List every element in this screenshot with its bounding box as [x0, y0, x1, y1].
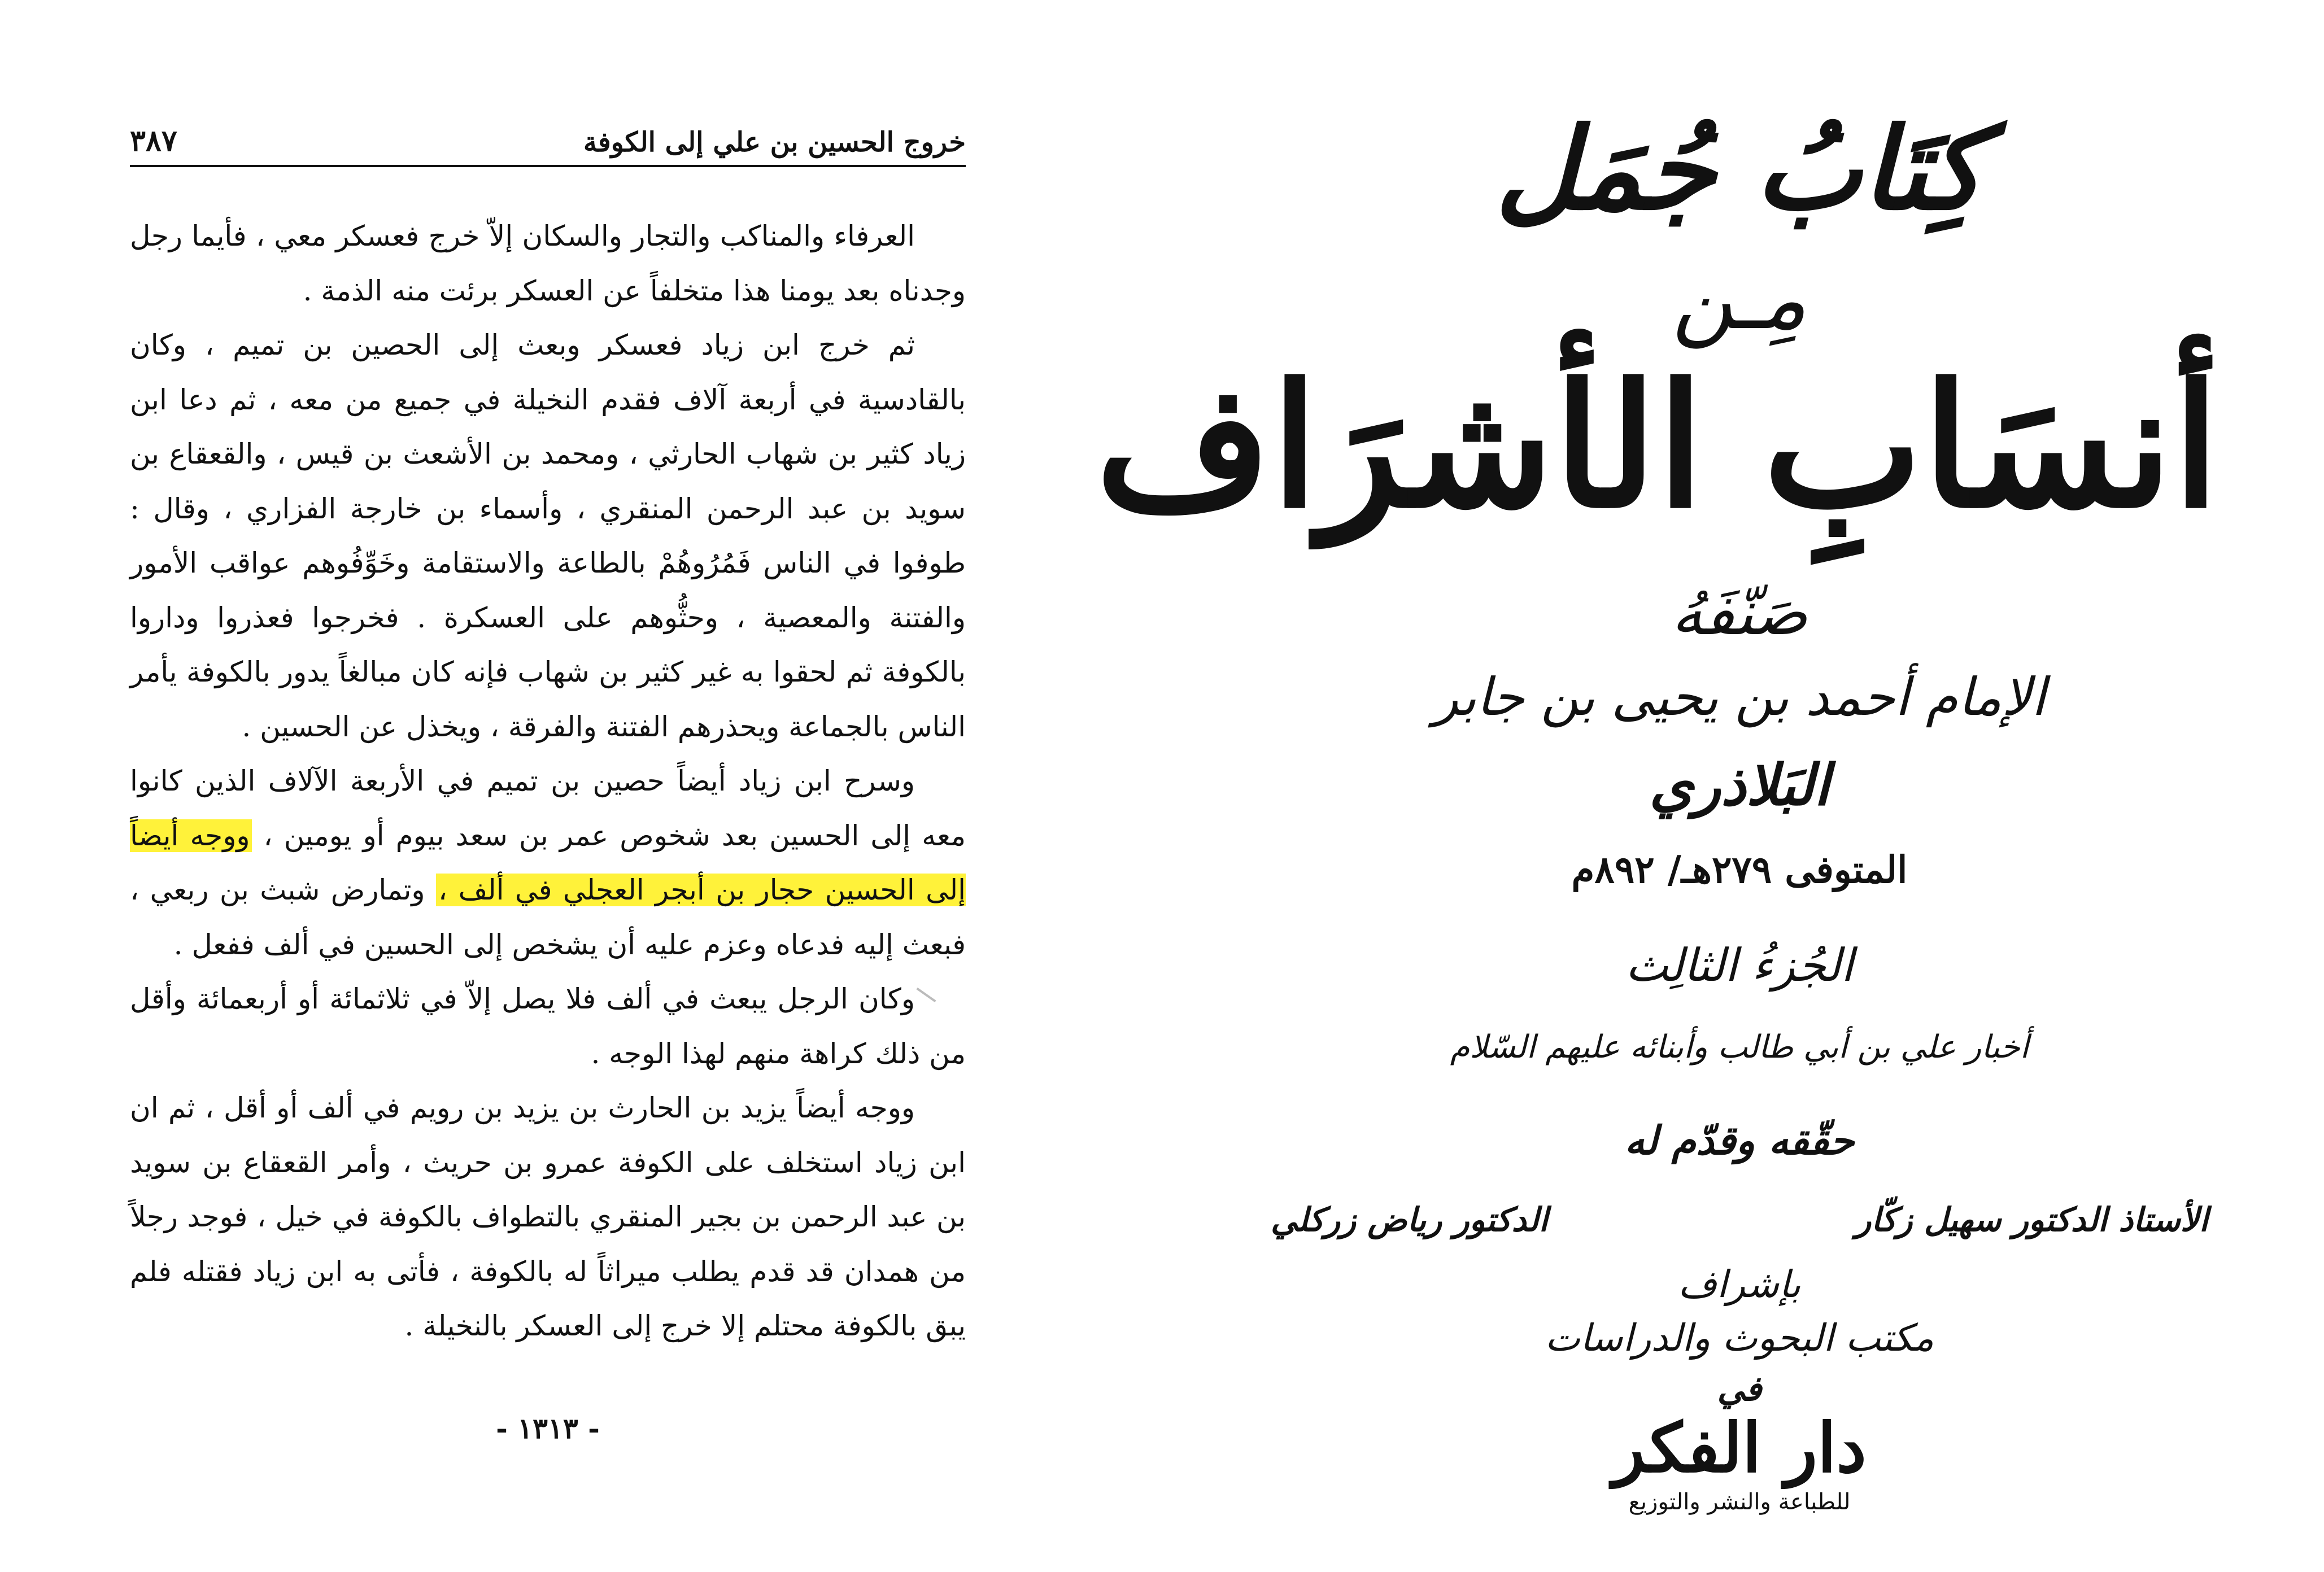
in-label: في: [1717, 1369, 1762, 1409]
volume-subject: أخبار علي بن أبي طالب وأبنائه عليهم السّلام: [1450, 1029, 2029, 1066]
book-min: مِـن: [1672, 250, 1807, 348]
paragraph-3: [130, 754, 966, 972]
author-nisba: البَلاذري: [1649, 752, 1830, 818]
title-page: [1095, 96, 2220, 1515]
text-page: [130, 96, 966, 1479]
paragraph-3-after: وتمارض شبث بن ربعي ، فبعث إليه فدعاه وعزم عليه أن يشخص إلى الحسين في ألف ففعل .: [130, 874, 966, 961]
page-number: ٣٨٧: [130, 124, 177, 158]
publisher-logo: دار الفكر: [1612, 1408, 1867, 1488]
supervision-label: بإشراف: [1678, 1263, 1801, 1306]
paragraph-1: العرفاء والمناكب والتجار والسكان إلاّ خرج فعسكر معي ، فأيما رجل وجدناه بعد يومنا هذا متخلفاً عن العسكر برئت منه الذمة .: [130, 220, 966, 307]
folio-number: - ١٣١٣ -: [496, 1412, 600, 1445]
paragraph-2: ثم خرج ابن زياد فعسكر وبعث إلى الحصين بن تميم ، وكان بالقادسية في أربعة آلاف فقدم النخيلة في جميع من معه ، ثم دعا ابن زياد كثير بن شهاب الحارثي ، ومحمد بن الأشعث بن قيس ، والقعقاع بن سويد بن عبد الرحمن المنقري ، وأسماء بن خارجة الفزاري ، وقال : طوفوا في الناس فَمُرُوهُمْ بالطاعة والاستقامة وخَوِّفُوهم عواقب الأمور والفتنة والمعصية ، وحثُّوهم على العسكرة . فخرجوا فعذروا وداروا بالكوفة ثم لحقوا به غير كثير بن شهاب فإنه كان مبالغاً يدور بالكوفة يأمر الناس بالجماعة ويحذرهم الفتنة والفرقة ، ويخذل عن الحسين .: [130, 329, 966, 743]
editors: [1259, 1191, 2220, 1248]
compiled-by-label: صَنّفَهُ: [1671, 577, 1808, 649]
paragraph-5: ووجه أيضاً يزيد بن الحارث بن يزيد بن رويم في ألف أو أقل ، ثم ان ابن زياد استخلف على الكوفة عمرو بن حريث ، وأمر القعقاع بن سويد بن عبد الرحمن بن بجير المنقري بالتطواف بالكوفة في خيل ، فوجد رجلاً من همدان قد قدم يطلب ميراثاً له بالكوفة ، فأتى به ابن زياد فقتله فلم يبق بالكوفة محتلم إلا خرج إلى العسكر بالنخيلة .: [130, 1091, 966, 1342]
death-date: المتوفى ٢٧٩هـ/ ٨٩٢م: [1571, 848, 1908, 892]
book-title: أنسَابِ الأشرَاف: [1095, 346, 2220, 545]
paragraph-3-before: وسرح ابن زياد أيضاً حصين بن تميم في الأربعة الآلاف الذين كانوا معه إلى الحسين بعد شخوص عمر بن سعد بيوم أو يومين ،: [130, 765, 966, 852]
running-head: [130, 107, 966, 167]
editor-1: الأستاذ الدكتور سهيل زكّار: [1855, 1200, 2208, 1239]
body-text: [130, 209, 966, 1353]
running-title: خروج الحسين بن علي إلى الكوفة: [583, 126, 966, 158]
highlighted-passage: ووجه أيضاً إلى الحسين حجار بن أبجر العجلي في ألف ،: [130, 819, 966, 906]
editors-label: حقّقه وقدّم له: [1624, 1117, 1855, 1164]
paragraph-4: وكان الرجل يبعث في ألف فلا يصل إلاّ في ثلاثمائة أو أربعمائة وأقل من ذلك كراهة منهم لهذا الوجه .: [130, 983, 966, 1070]
volume-label: الجُزءُ الثالِث: [1625, 939, 1854, 992]
book-prefix: كِتَابُ جُمَل: [1495, 103, 1984, 235]
supervisor: مكتب البحوث والدراسات: [1545, 1316, 1934, 1360]
publisher-tagline: للطباعة والنشر والتوزيع: [1628, 1489, 1851, 1515]
editor-2: الدكتور رياض زركلي: [1271, 1200, 1548, 1239]
author-name: الإمام أحمد بن يحيى بن جابر: [1433, 667, 2046, 727]
